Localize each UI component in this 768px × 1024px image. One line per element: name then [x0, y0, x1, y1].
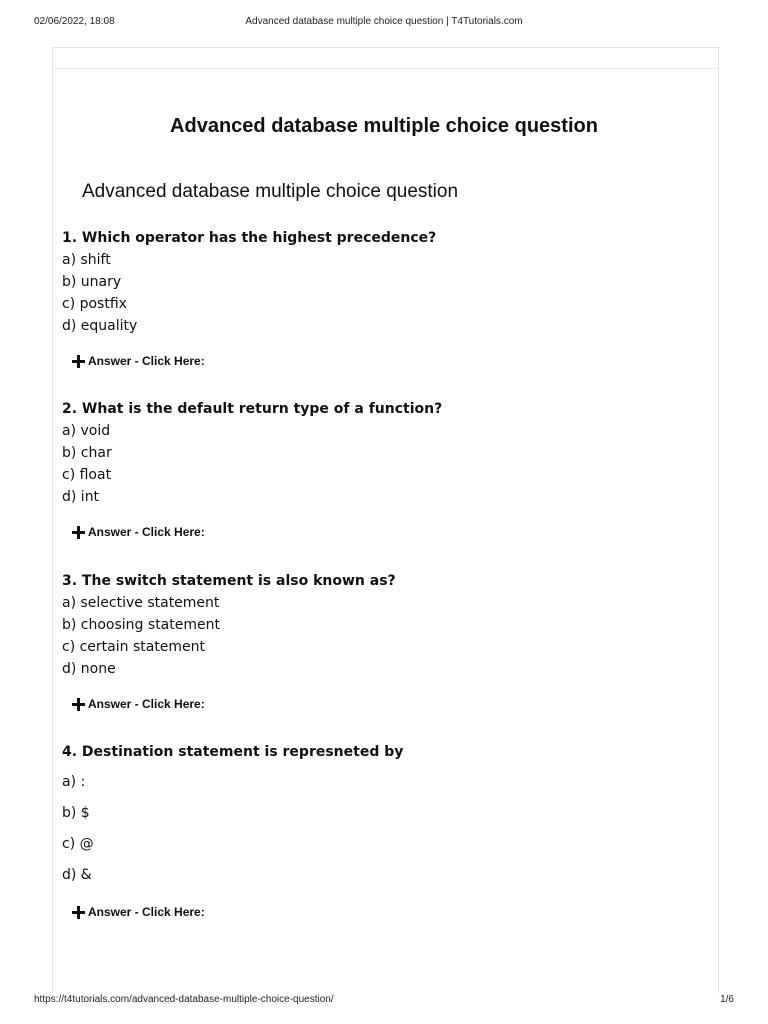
- header-divider: [52, 68, 718, 69]
- plus-icon: [72, 906, 85, 919]
- plus-icon: [72, 526, 85, 539]
- question-block-4: [62, 741, 404, 919]
- page-url: https://t4tutorials.com/advanced-database-multiple-choice-question/: [34, 994, 334, 1005]
- answer-toggle-label: Answer - Click Here:: [88, 905, 205, 919]
- option-d: d) &: [62, 867, 92, 883]
- print-footer: [34, 994, 734, 1008]
- page-number: 1/6: [720, 994, 734, 1005]
- question-text: 2. What is the default return type of a function?: [62, 401, 443, 417]
- option-c: c) @: [62, 836, 94, 852]
- question-text: 3. The switch statement is also known as?: [62, 573, 396, 589]
- answer-toggle-label: Answer - Click Here:: [88, 525, 205, 539]
- article-subtitle: Advanced database multiple choice question: [82, 181, 459, 202]
- answer-toggle-button[interactable]: [72, 904, 205, 920]
- print-header: [34, 16, 734, 30]
- option-d: d) equality: [62, 318, 138, 334]
- option-a: a) :: [62, 774, 86, 790]
- option-c: c) certain statement: [62, 639, 206, 655]
- option-list: [62, 249, 436, 337]
- option-b: b) char: [62, 445, 112, 461]
- option-list: [62, 767, 403, 891]
- option-list: [62, 592, 396, 680]
- question-block-2: [62, 398, 443, 539]
- article-title: Advanced database multiple choice question: [170, 115, 598, 137]
- option-list: [62, 420, 442, 508]
- option-c: c) postfix: [62, 296, 127, 312]
- option-a: a) selective statement: [62, 595, 220, 611]
- answer-toggle-button[interactable]: [72, 524, 205, 540]
- option-d: d) int: [62, 489, 100, 505]
- option-b: b) $: [62, 805, 90, 821]
- plus-icon: [72, 698, 85, 711]
- answer-toggle-label: Answer - Click Here:: [88, 697, 205, 711]
- question-block-3: [62, 570, 396, 711]
- question-text: 4. Destination statement is represneted by: [62, 744, 404, 760]
- question-text: 1. Which operator has the highest precedence?: [62, 230, 437, 246]
- option-a: a) void: [62, 423, 111, 439]
- answer-toggle-button[interactable]: [72, 353, 205, 369]
- question-block-1: [62, 227, 437, 368]
- option-b: b) unary: [62, 274, 122, 290]
- print-datetime: 02/06/2022, 18:08: [34, 16, 115, 27]
- print-page-title: Advanced database multiple choice question | T4Tutorials.com: [245, 16, 523, 27]
- option-d: d) none: [62, 661, 116, 677]
- plus-icon: [72, 355, 85, 368]
- option-c: c) float: [62, 467, 112, 483]
- option-b: b) choosing statement: [62, 617, 220, 633]
- option-a: a) shift: [62, 252, 111, 268]
- answer-toggle-button[interactable]: [72, 696, 205, 712]
- answer-toggle-label: Answer - Click Here:: [88, 354, 205, 368]
